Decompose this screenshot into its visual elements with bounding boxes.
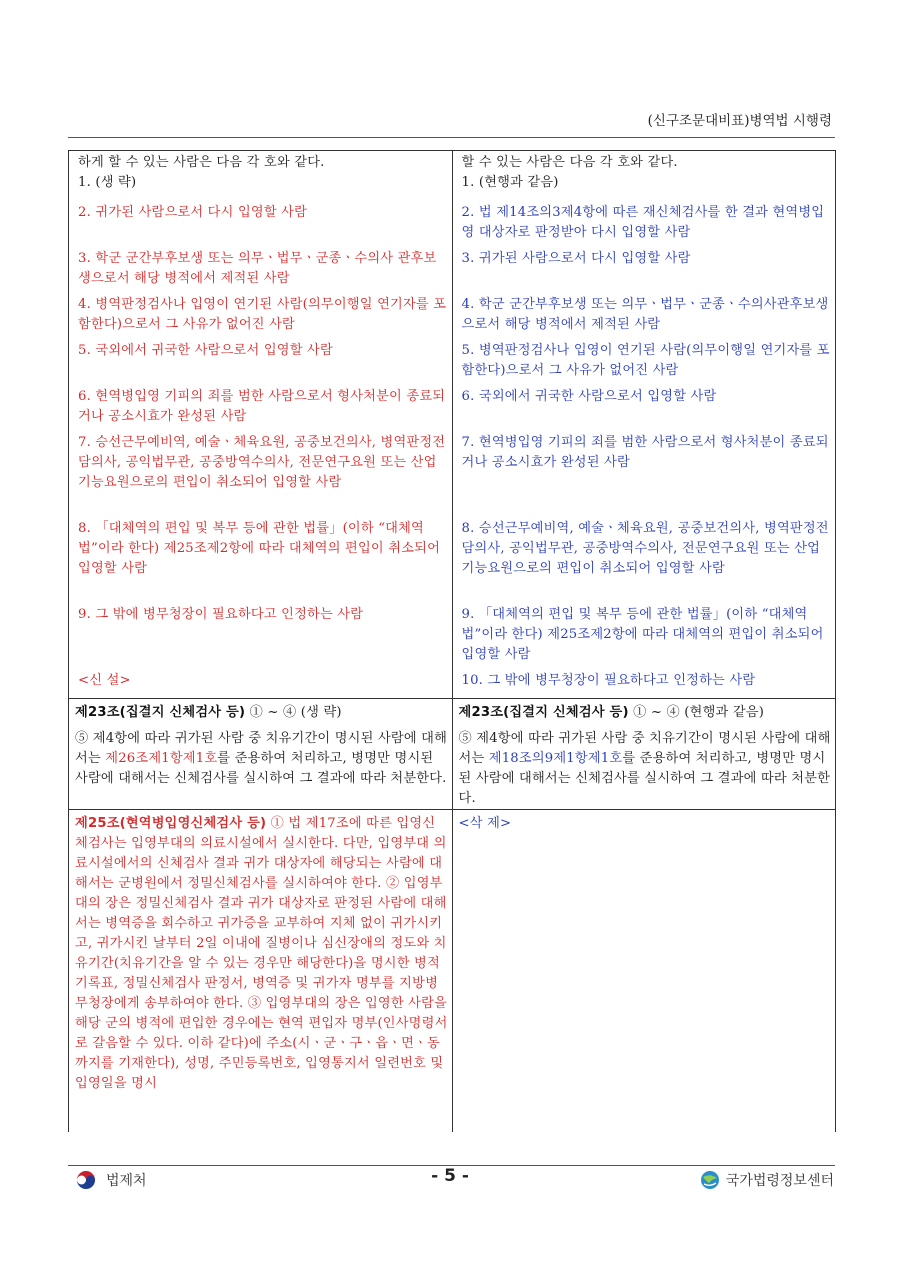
deleted-marker: <삭 제> [458, 816, 512, 831]
old-article-23-cell: 제23조(집결지 신체검사 등) ① ~ ④ (생 략) ⑤ 제4항에 따라 귀가된 사람 중 치유기간이 명시된 사람에 대해서는 제26조제1항제1호를 준용하여 처리하고, 병명만 명시된 사람에 대해서는 신체검사를 실시하여 그 결과에 따라 처분한다. [69, 699, 453, 810]
old-article-25-cell [69, 810, 453, 1133]
paragraph-5-new: ⑤ 제4항에 따라 귀가된 사람 중 치유기간이 명시된 사람에 대해서는 제18조의9제1항제1호를 준용하여 처리하고, 병명만 명시된 사람에 대해서는 신체검사를 실시하여 그 결과에 따라 처분한다. [458, 731, 831, 806]
table-row [69, 810, 836, 1133]
document-title: (신구조문대비표)병역법 시행령 [647, 113, 832, 129]
left-item-5: 4. 병역판정검사나 입영이 연기된 사람(의무이행일 연기자를 포함한다)으로서 그 사유가 없어진 사람 [78, 297, 447, 332]
left-item-3: 2. 귀가된 사람으로서 다시 입영할 사람 [78, 205, 308, 220]
right-item-11: 10. 그 밖에 병무청장이 필요하다고 인정하는 사람 [461, 673, 756, 688]
left-item-7: 6. 현역병입영 기피의 죄를 범한 사람으로서 형사처분이 종료되거나 공소시효가 완성된 사람 [78, 389, 446, 424]
footer-law-info-center [700, 1170, 834, 1190]
table-row [69, 151, 836, 699]
paragraph-5-old: ⑤ 제4항에 따라 귀가된 사람 중 치유기간이 명시된 사람에 대해서는 제26조제1항제1호를 준용하여 처리하고, 병명만 명시된 사람에 대해서는 신체검사를 실시하여 그 결과에 따라 처분한다. [75, 731, 448, 786]
article-body: ① 법 제17조에 따른 입영신체검사는 입영부대의 의료시설에서 실시한다. 다만, 입영부대 의료시설에서의 신체검사 결과 귀가 대상자에 해당되는 사람에 대해서는 군병원에서 정밀신체검사를 실시하여야 한다. ② 입영부대의 장은 정밀신체검사 결과 귀가 대상자로 판정된 사람에 대해서는 병역증을 회수하고 귀가증을 교부하여 지체 없이 귀가시키고, 귀가시킨 날부터 2일 이내에 질병이나 심신장애의 정도와 치유기간(치유기간을 알 수 있는 경우만 해당한다)을 명시한 병적기록표, 정밀신체검사 판정서, 병역증 및 귀가자 명부를 지방병무청장에게 송부하여야 한다. ③ 입영부대의 장은 입영한 사람을 해당 군의 병적에 편입한 경우에는 현역 편입자 명부(인사명령서로 갈음할 수 있다. 이하 같다)에 주소(시ㆍ군ㆍ구ㆍ읍ㆍ면ㆍ동까지를 기재한다), 성명, 주민등록번호, 입영통지서 일련번호 및 입영일을 명시 [75, 816, 448, 1091]
right-item-8: 7. 현역병입영 기피의 죄를 범한 사람으로서 형사처분이 종료되거나 공소시효가 완성된 사람 [461, 435, 829, 470]
footer-left-label: 법제처 [106, 1173, 147, 1189]
left-item-1: 하게 할 수 있는 사람은 다음 각 호와 같다. [78, 155, 325, 170]
right-item-6: 5. 병역판정검사나 입영이 연기된 사람(의무이행일 연기자를 포함한다)으로서 그 사유가 없어진 사람 [461, 343, 830, 378]
right-item-3: 2. 법 제14조의3제4항에 따른 재신체검사를 한 결과 현역병입영 대상자로 판정받아 다시 입영할 사람 [461, 205, 825, 240]
right-item-2: 1. (현행과 같음) [461, 175, 559, 190]
new-items-list [462, 151, 832, 693]
article-heading: 제23조(집결지 신체검사 등) [75, 705, 246, 720]
footer-right-label: 국가법령정보센터 [725, 1173, 834, 1189]
right-item-4: 3. 귀가된 사람으로서 다시 입영할 사람 [461, 251, 691, 266]
comparison-table [68, 150, 836, 1132]
new-provision-cell [452, 151, 836, 699]
left-item-10: 9. 그 밖에 병무청장이 필요하다고 인정하는 사람 [78, 607, 364, 622]
right-item-9: 8. 승선근무예비역, 예술ㆍ체육요원, 공중보건의사, 병역판정전담의사, 공익법무관, 공중방역수의사, 전문연구요원 또는 산업기능요원으로의 편입이 취소되어 입영할 사람 [461, 521, 829, 576]
right-item-7: 6. 국외에서 귀국한 사람으로서 입영할 사람 [461, 389, 717, 404]
left-item-11: <신 설> [78, 673, 131, 688]
right-item-10: 9. 「대체역의 편입 및 복무 등에 관한 법률」(이하 “대체역법”이라 한다) 제25조제2항에 따라 대체역의 편입이 취소되어 입영할 사람 [461, 607, 824, 662]
old-provision-cell [69, 151, 453, 699]
left-item-4: 3. 학군 군간부후보생 또는 의무ㆍ법무ㆍ군종ㆍ수의사 관후보생으로서 해당 병적에서 제적된 사람 [78, 251, 437, 286]
table-row [69, 699, 836, 810]
left-item-9: 8. 「대체역의 편입 및 복무 등에 관한 법률」(이하 “대체역법”이라 한다) 제25조제2항에 따라 대체역의 편입이 취소되어 입영할 사람 [78, 521, 441, 576]
article-heading: 제23조(집결지 신체검사 등) [458, 705, 629, 720]
left-item-6: 5. 국외에서 귀국한 사람으로서 입영할 사람 [78, 343, 333, 358]
article-heading: 제25조(현역병입영신체검사 등) [75, 816, 267, 831]
header-divider [68, 137, 835, 138]
globe-logo-icon [700, 1170, 720, 1190]
old-items-list [78, 151, 448, 693]
right-item-1: 할 수 있는 사람은 다음 각 호와 같다. [461, 155, 678, 170]
cross-reference: 제18조의9제1항제1호 [488, 751, 623, 766]
new-article-23-cell: 제23조(집결지 신체검사 등) ① ~ ④ (현행과 같음) ⑤ 제4항에 따라 귀가된 사람 중 치유기간이 명시된 사람에 대해서는 제18조의9제1항제1호를 준용하여 처리하고, 병명만 명시된 사람에 대해서는 신체검사를 실시하여 그 결과에 따라 처분한다. [452, 699, 836, 810]
right-item-5: 4. 학군 군간부후보생 또는 의무ㆍ법무ㆍ군종ㆍ수의사관후보생으로서 해당 병적에서 제적된 사람 [461, 297, 829, 332]
page-number: - 5 - [431, 1166, 469, 1186]
new-article-25-cell [452, 810, 836, 1133]
left-item-2: 1. (생 략) [78, 175, 137, 190]
cross-reference: 제26조제1항제1호 [105, 751, 218, 766]
left-item-8: 7. 승선근무예비역, 예술ㆍ체육요원, 공중보건의사, 병역판정전담의사, 공익법무관, 공중방역수의사, 전문연구요원 또는 산업기능요원으로의 편입이 취소되어 입영할 사람 [78, 435, 446, 490]
